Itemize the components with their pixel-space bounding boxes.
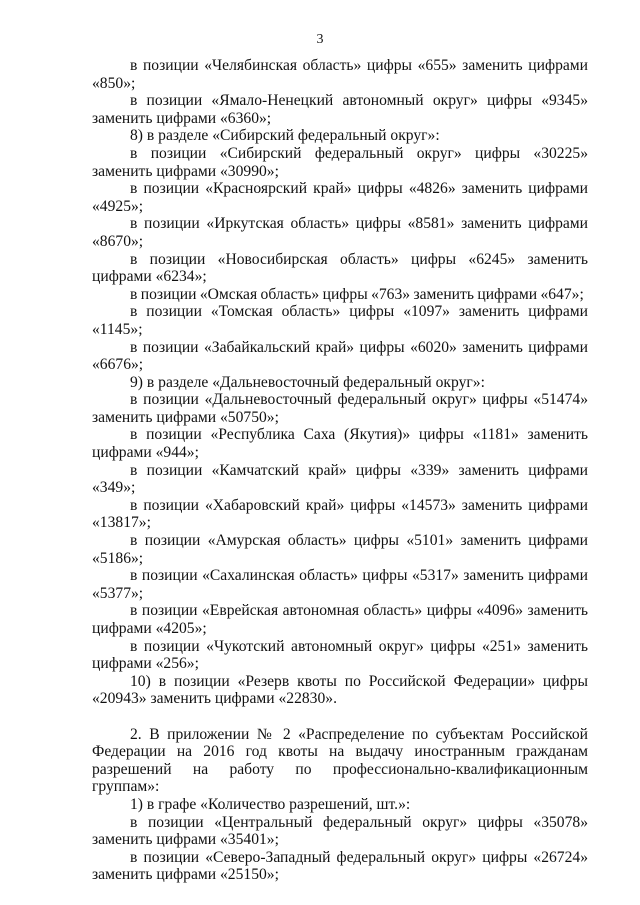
paragraph-gap — [92, 708, 588, 726]
document-body — [92, 57, 588, 884]
paragraph-chukotka: в позиции «Чукотский автономный округ» цифры «251» заменить цифрами «256»; — [92, 637, 588, 673]
paragraph-krasnoyarsk: в позиции «Красноярский край» цифры «4826» заменить цифрами «4925»; — [92, 180, 588, 215]
paragraph-novosibirsk: в позиции «Новосибирская область» цифры «6245» заменить цифрами «6234»; — [92, 250, 588, 286]
paragraph-yamalo-nenets: в позиции «Ямало-Ненецкий автономный округ» цифры «9345» заменить цифрами «6360»; — [92, 92, 588, 127]
paragraph-tomsk: в позиции «Томская область» цифры «1097» заменить цифрами «1145»; — [92, 303, 588, 338]
paragraph-sakhalin: в позиции «Сахалинская область» цифры «5317» заменить цифрами «5377»; — [92, 567, 588, 602]
paragraph-northwestern-district: в позиции «Северо-Западный федеральный округ» цифры «26724» заменить цифрами «25150»; — [92, 848, 588, 884]
paragraph-amur: в позиции «Амурская область» цифры «5101» заменить цифрами «5186»; — [92, 532, 588, 567]
paragraph-siberian-district: в позиции «Сибирский федеральный округ» цифры «30225» заменить цифрами «30990»; — [92, 144, 588, 180]
paragraph-khabarovsk: в позиции «Хабаровский край» цифры «14573» заменить цифрами «13817»; — [92, 496, 588, 532]
page-number: 3 — [316, 32, 324, 47]
paragraph-omsk: в позиции «Омская область» цифры «763» заменить цифрами «647»; — [130, 285, 584, 303]
paragraph-irkutsk: в позиции «Иркутская область» цифры «8581» заменить цифрами «8670»; — [92, 215, 588, 250]
section-heading-siberian: 8) в разделе «Сибирский федеральный округ»: — [130, 127, 440, 145]
paragraph-far-eastern-district: в позиции «Дальневосточный федеральный округ» цифры «51474» заменить цифрами «50750»; — [92, 391, 588, 426]
paragraph-reserve-quota: 10) в позиции «Резерв квоты по Российской Федерации» цифры «20943» заменить цифрами «22830». — [92, 672, 588, 708]
paragraph-jewish-autonomous: в позиции «Еврейская автономная область» цифры «4096» заменить цифрами «4205»; — [92, 602, 588, 637]
paragraph-zabaikalsky: в позиции «Забайкальский край» цифры «6020» заменить цифрами «6676»; — [92, 338, 588, 374]
paragraph-kamchatka: в позиции «Камчатский край» цифры «339» заменить цифрами «349»; — [92, 461, 588, 497]
paragraph-chelyabinsk: в позиции «Челябинская область» цифры «655» заменить цифрами «850»; — [92, 57, 588, 92]
paragraph-sakha: в позиции «Республика Саха (Якутия)» цифры «1181» заменить цифрами «944»; — [92, 426, 588, 462]
paragraph-permits-column: 1) в графе «Количество разрешений, шт.»: — [130, 795, 411, 813]
paragraph-appendix-2: 2. В приложении № 2 «Распределение по субъектам Российской Федерации на 2016 год квоты на выдачу иностранным гражданам разрешений на работу по профессионально-квалификационным группам»: — [92, 725, 588, 796]
section-heading-far-eastern: 9) в разделе «Дальневосточный федеральный округ»: — [130, 373, 485, 391]
paragraph-central-district: в позиции «Центральный федеральный округ» цифры «35078» заменить цифрами «35401»; — [92, 813, 588, 849]
